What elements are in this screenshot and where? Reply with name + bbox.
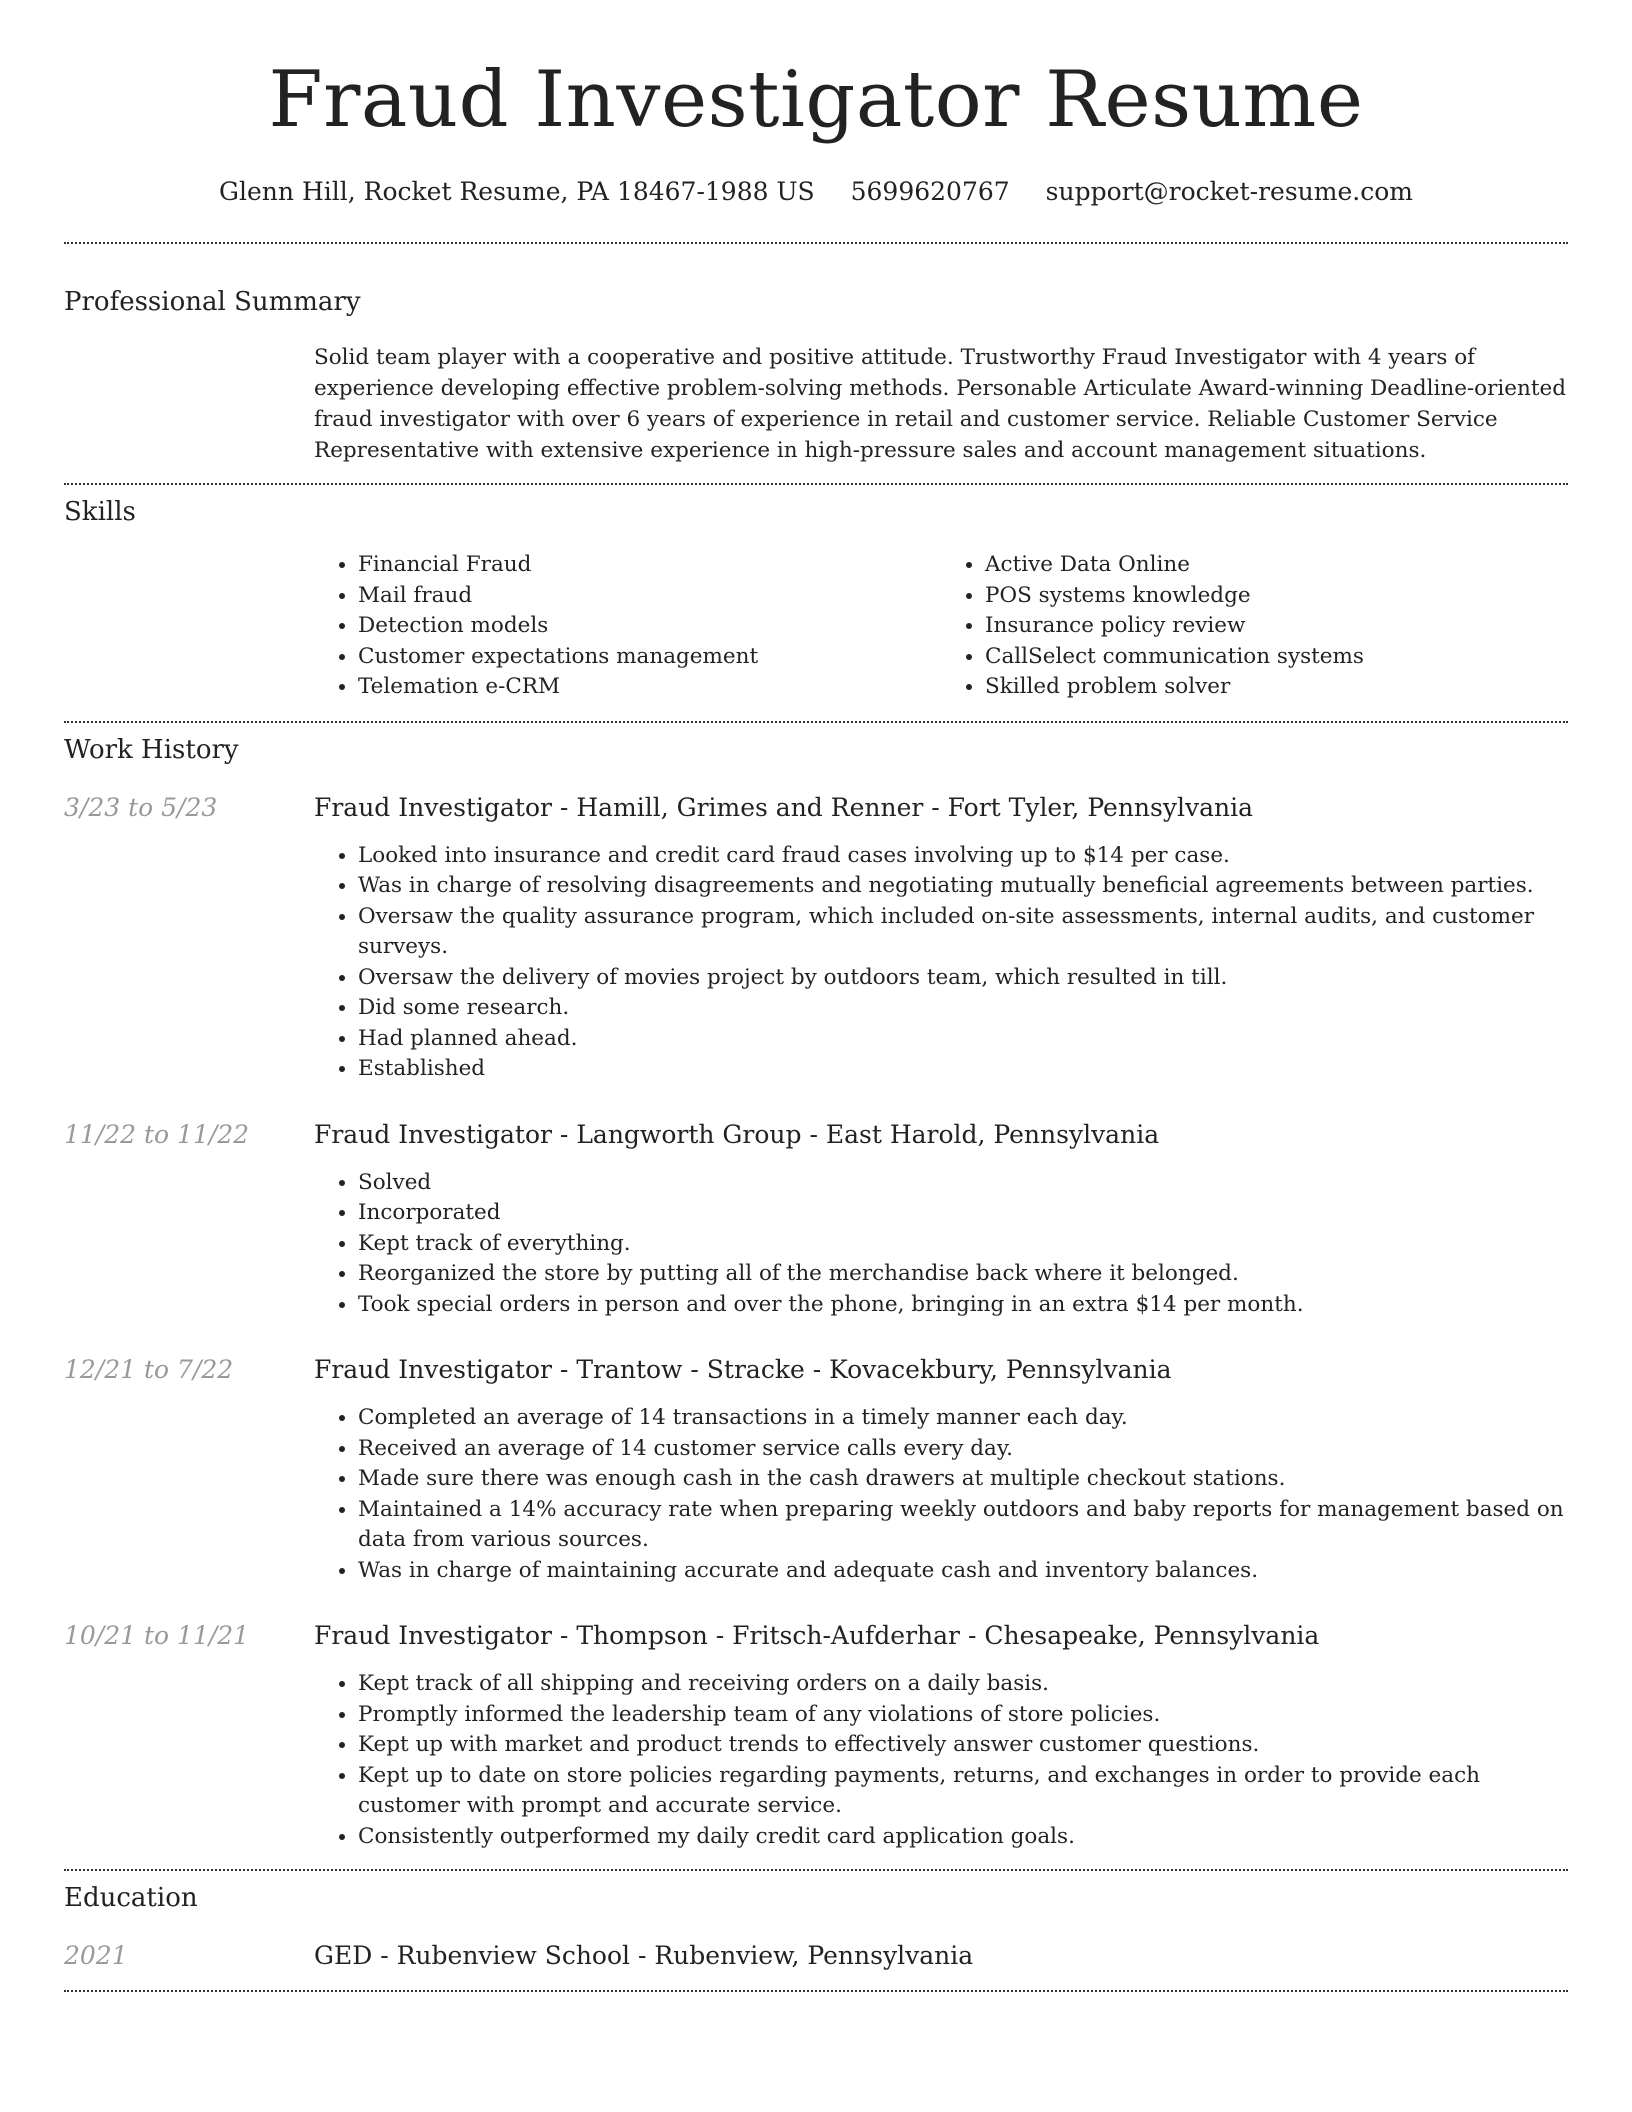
- job-bullet: • Promptly informed the leadership team of any violations of store policies.: [358, 1700, 1568, 1731]
- resume-title: Fraud Investigator Resume: [268, 55, 1364, 145]
- job-bullet: • Kept track of all shipping and receiving orders on a daily basis.: [358, 1669, 1568, 1700]
- contact-email: support@rocket-resume.com: [1045, 177, 1413, 206]
- job-bullets: [314, 841, 1568, 1085]
- job-details: [314, 1119, 1568, 1321]
- summary-text: Solid team player with a cooperative and positive attitude. Trustworthy Fraud Investigator with 4 years of experience developing effective problem-solving methods. Personable Articulate Award-winning Deadline-oriented fraud investigator with over 6 years of experience in retail and customer service. Reliable Customer Service Representative with extensive experience in high-pressure sales and account management situations.: [314, 345, 1566, 463]
- job-bullet: • Had planned ahead.: [358, 1024, 1568, 1055]
- job-header-row: [64, 1620, 1568, 1852]
- skills-section: [64, 485, 1568, 703]
- job-bullet: • Established: [358, 1054, 1568, 1085]
- skill-item: • POS systems knowledge: [985, 581, 1568, 612]
- job-bullet: • Completed an average of 14 transactions in a timely manner each day.: [358, 1403, 1568, 1434]
- education-detail: GED - Rubenview School - Rubenview, Pennsylvania: [314, 1941, 974, 1970]
- job-bullet: • Was in charge of resolving disagreements and negotiating mutually beneficial agreements between parties.: [358, 871, 1568, 902]
- job-dates: 3/23 to 5/23: [64, 792, 218, 822]
- job-title: Fraud Investigator - Thompson - Fritsch-Aufderhar - Chesapeake, Pennsylvania: [314, 1621, 1320, 1650]
- education-entry: [64, 1940, 1568, 1972]
- job-bullet: • Oversaw the quality assurance program, which included on-site assessments, internal audits, and customer surveys.: [358, 902, 1568, 963]
- skill-item: • Customer expectations management: [358, 642, 941, 673]
- skill-item: • Skilled problem solver: [985, 672, 1568, 703]
- jobs-list: [64, 792, 1568, 1853]
- job-header-row: [64, 1119, 1568, 1321]
- job-entry: [64, 792, 1568, 1085]
- skill-item: • Insurance policy review: [985, 611, 1568, 642]
- skills-list-left: [314, 550, 941, 703]
- job-dates: 12/21 to 7/22: [64, 1355, 234, 1384]
- job-title: Fraud Investigator - Trantow - Stracke - Kovacekbury, Pennsylvania: [314, 1355, 1172, 1384]
- job-header-row: [64, 1354, 1568, 1586]
- job-bullet: • Took special orders in person and over the phone, bringing in an extra $14 per month.: [358, 1290, 1568, 1321]
- job-dates: 11/22 to 11/22: [64, 1119, 250, 1149]
- job-bullets: [314, 1669, 1568, 1852]
- job-dates: 10/21 to 11/21: [64, 1621, 250, 1650]
- job-bullet: • Received an average of 14 customer service calls every day.: [358, 1434, 1568, 1465]
- skill-item: • Telemation e-CRM: [358, 672, 941, 703]
- job-details: [314, 1354, 1568, 1586]
- skill-item: • CallSelect communication systems: [985, 642, 1568, 673]
- contact-address: Glenn Hill, Rocket Resume, PA 18467-1988 US: [219, 177, 815, 206]
- contact-line: [64, 176, 1568, 208]
- summary-section: [64, 244, 1568, 466]
- job-entry: [64, 1119, 1568, 1321]
- job-bullet: • Consistently outperformed my daily credit card application goals.: [358, 1822, 1568, 1853]
- job-title: Fraud Investigator - Langworth Group - East Harold, Pennsylvania: [314, 1119, 1160, 1149]
- job-bullet: • Looked into insurance and credit card fraud cases involving up to $14 per case.: [358, 841, 1568, 872]
- job-entry: [64, 1620, 1568, 1852]
- job-bullets: [314, 1403, 1568, 1586]
- job-bullet: • Solved: [358, 1168, 1568, 1199]
- job-title: Fraud Investigator - Hamill, Grimes and Renner - Fort Tyler, Pennsylvania: [314, 792, 1254, 822]
- skill-item: • Active Data Online: [985, 550, 1568, 581]
- work-heading: Work History: [64, 734, 239, 765]
- job-bullet: • Made sure there was enough cash in the cash drawers at multiple checkout stations.: [358, 1464, 1568, 1495]
- job-bullet: • Did some research.: [358, 993, 1568, 1024]
- skill-item: • Financial Fraud: [358, 550, 941, 581]
- education-year: 2021: [64, 1941, 128, 1970]
- skills-list-right: [941, 550, 1568, 703]
- education-list: [64, 1940, 1568, 1972]
- job-bullet: • Kept track of everything.: [358, 1229, 1568, 1260]
- skills-heading: Skills: [64, 497, 136, 527]
- job-details: [314, 1620, 1568, 1852]
- job-bullet: • Was in charge of maintaining accurate and adequate cash and inventory balances.: [358, 1556, 1568, 1587]
- job-bullet: • Kept up with market and product trends to effectively answer customer questions.: [358, 1730, 1568, 1761]
- job-bullet: • Kept up to date on store policies regarding payments, returns, and exchanges in order to provide each customer with prompt and accurate service.: [358, 1761, 1568, 1822]
- job-bullets: [314, 1168, 1568, 1321]
- summary-heading: Professional Summary: [64, 287, 361, 317]
- job-header-row: [64, 792, 1568, 1085]
- job-entry: [64, 1354, 1568, 1586]
- job-bullet: • Incorporated: [358, 1198, 1568, 1229]
- job-bullet: • Maintained a 14% accuracy rate when preparing weekly outdoors and baby reports for management based on data from various sources.: [358, 1495, 1568, 1556]
- job-bullet: • Reorganized the store by putting all of the merchandise back where it belonged.: [358, 1259, 1568, 1290]
- work-section: [64, 723, 1568, 1853]
- skill-item: • Detection models: [358, 611, 941, 642]
- job-details: [314, 792, 1568, 1085]
- education-section: [64, 1871, 1568, 1972]
- contact-phone: 5699620767: [850, 177, 1010, 206]
- skills-grid: [314, 550, 1568, 703]
- skill-item: • Mail fraud: [358, 581, 941, 612]
- education-divider: [64, 1990, 1568, 1992]
- education-heading: Education: [64, 1883, 198, 1913]
- job-bullet: • Oversaw the delivery of movies project by outdoors team, which resulted in till.: [358, 963, 1568, 994]
